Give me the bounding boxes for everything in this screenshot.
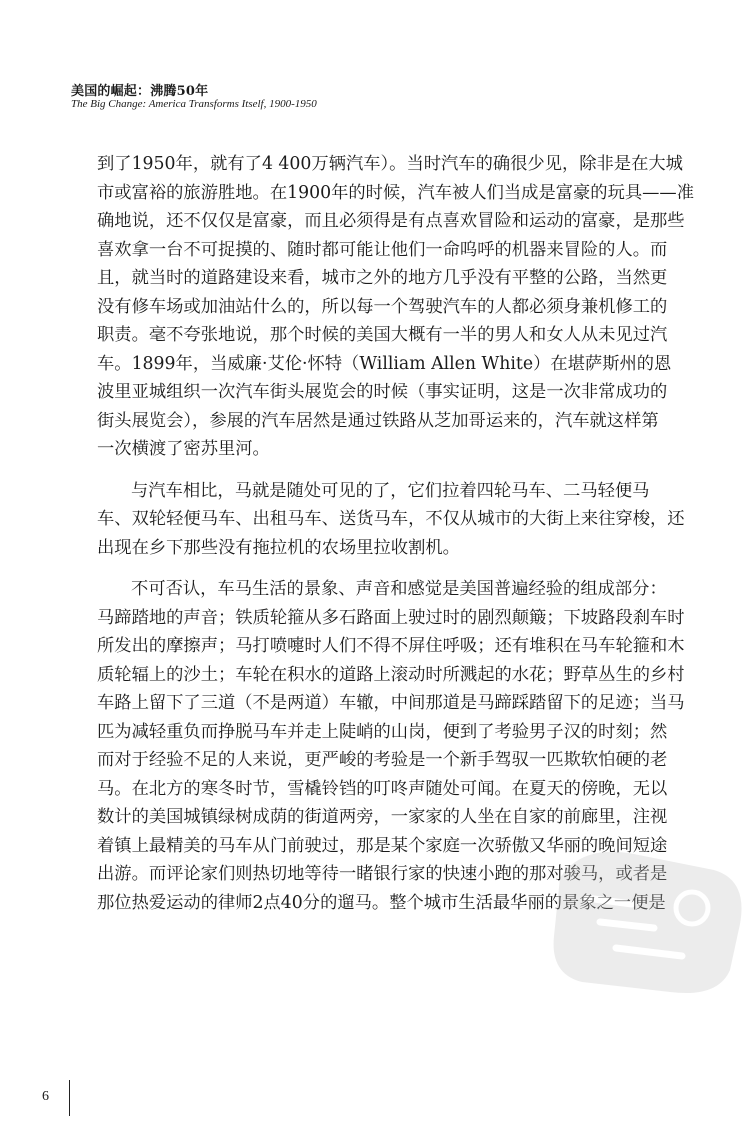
text-line: 着镇上最精美的马车从门前驶过，那是某个家庭一次骄傲又华丽的晚间短途 <box>97 835 668 856</box>
paragraph-first-line: 与汽车相比，马就是随处可见的了，它们拉着四轮马车、二马轻便马 <box>131 480 650 501</box>
text-line: 喜欢拿一台不可捉摸的、随时都可能让他们一命呜呼的机器来冒险的人。而 <box>97 239 668 260</box>
text-line: 市或富裕的旅游胜地。在1900年的时候，汽车被人们当成是富豪的玩具——准 <box>97 182 694 203</box>
page-number-divider <box>69 1080 70 1116</box>
text-line: 街头展览会），参展的汽车居然是通过铁路从芝加哥运来的，汽车就这样第 <box>97 410 659 431</box>
text-line: 没有修车场或加油站什么的，所以每一个驾驶汽车的人都必须身兼机修工的 <box>97 296 668 317</box>
text-line: 匹为减轻重负而挣脱马车并走上陡峭的山岗，便到了考验男子汉的时刻；然 <box>97 721 668 742</box>
text-line: 马。在北方的寒冬时节，雪橇铃铛的叮咚声随处可闻。在夏天的傍晚，无以 <box>97 778 668 799</box>
text-line: 马蹄踏地的声音；铁质轮箍从多石路面上驶过时的剧烈颠簸；下坡路段刹车时 <box>97 607 685 628</box>
text-line: 且，就当时的道路建设来看，城市之外的地方几乎没有平整的公路，当然更 <box>97 268 668 288</box>
text-line: 职责。毫不夸张地说，那个时候的美国大概有一半的男人和女人从未见过汽 <box>97 325 668 345</box>
page-number: 6 <box>42 1089 49 1104</box>
text-line: 出现在乡下那些没有拖拉机的农场里拉收割机。 <box>97 537 460 558</box>
text-line: 车路上留下了三道（不是两道）车辙，中间那道是马蹄踩踏留下的足迹；当马 <box>97 693 685 713</box>
text-line: 所发出的摩擦声；马打喷嚏时人们不得不屏住呼吸；还有堆积在马车轮箍和木 <box>97 636 685 656</box>
text-line: 确地说，还不仅仅是富豪，而且必须得是有点喜欢冒险和运动的富豪，是那些 <box>97 211 685 231</box>
text-line: 那位热爱运动的律师2点40分的遛马。整个城市生活最华丽的景象之一便是 <box>97 892 666 913</box>
text-line: 波里亚城组织一次汽车街头展览会的时候（事实证明，这是一次非常成功的 <box>97 382 668 402</box>
running-header-title-cn: 美国的崛起：沸腾50年 <box>71 84 209 99</box>
text-line: 车、双轮轻便马车、出租马车、送货马车，不仅从城市的大街上来往穿梭，还 <box>97 509 685 529</box>
text-line: 而对于经验不足的人来说，更严峻的考验是一个新手驾驭一匹欺软怕硬的老 <box>97 750 668 770</box>
body-text <box>97 150 694 917</box>
text-line: 到了1950年，就有了4 400万辆汽车）。当时汽车的确很少见，除非是在大城 <box>97 154 683 174</box>
text-line: 数计的美国城镇绿树成荫的街道两旁，一家家的人坐在自家的前廊里，注视 <box>97 807 668 827</box>
text-line: 出游。而评论家们则热切地等待一睹银行家的快速小跑的那对骏马，或者是 <box>97 864 668 884</box>
text-line: 质轮辐上的沙土；车轮在积水的道路上滚动时所溅起的水花；野草丛生的乡村 <box>97 664 685 685</box>
text-line: 一次横渡了密苏里河。 <box>97 439 270 459</box>
text-line: 车。1899年，当威廉·艾伦·怀特（William Allen White）在堪萨斯州的恩 <box>97 353 672 374</box>
running-header-title-en: The Big Change: America Transforms Itself, 1900-1950 <box>71 98 317 110</box>
paragraph-first-line: 不可否认，车马生活的景象、声音和感觉是美国普遍经验的组成部分： <box>131 579 667 599</box>
